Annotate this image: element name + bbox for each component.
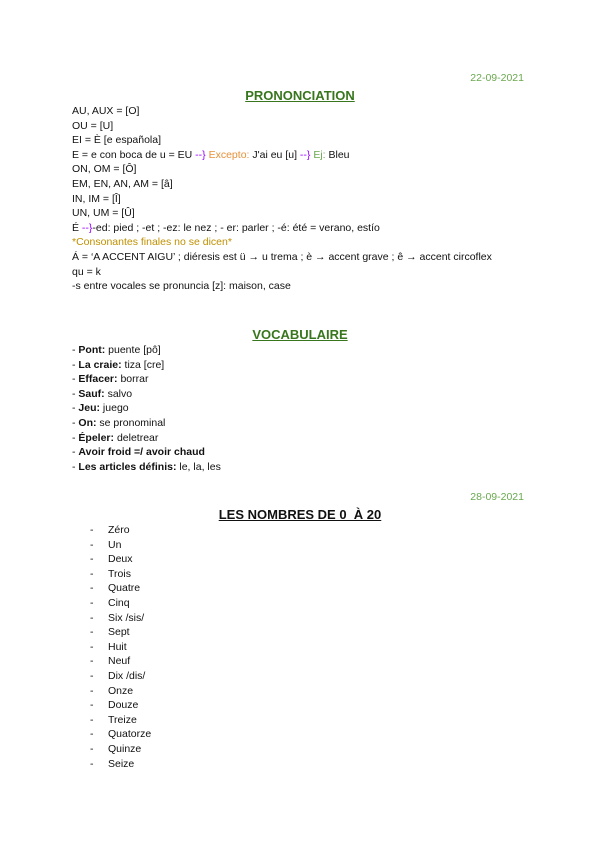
number-word: Douze xyxy=(108,699,139,712)
arrow-marker: --} xyxy=(195,148,206,161)
dash-marker: - xyxy=(90,553,94,566)
vocab-term: Sauf: xyxy=(78,387,105,400)
dash-marker: - xyxy=(90,640,94,653)
vocab-item xyxy=(72,372,542,387)
prononciation-heading: PRONONCIATION xyxy=(245,88,355,103)
dash-marker: - xyxy=(90,596,94,609)
number-item xyxy=(90,727,151,742)
number-word: Deux xyxy=(108,553,133,566)
vocabulary-list xyxy=(72,343,542,474)
number-item xyxy=(90,654,151,669)
number-item xyxy=(90,567,151,582)
vocab-term: Les articles définis: xyxy=(78,460,177,473)
rule-line: AU, AUX = [O] xyxy=(72,105,140,117)
vocab-definition: borrar xyxy=(117,373,149,386)
number-item xyxy=(90,742,151,757)
dash-marker: - xyxy=(90,713,94,726)
rule-line xyxy=(72,221,542,236)
dash-marker: - xyxy=(90,757,94,770)
rule-line: Á = ‘A ACCENT AIGU’ ; diéresis est ü → u trema ; è → accent grave ; ê → accent circoflex xyxy=(72,250,492,263)
number-word: Zéro xyxy=(108,524,130,536)
dash-marker: - xyxy=(72,446,79,459)
rule-line: UN, UM = [Û] xyxy=(72,207,135,220)
rule-line: -s entre vocales se pronuncia [z]: maison, case xyxy=(72,280,291,293)
vocab-definition: salvo xyxy=(104,387,133,400)
dash-marker: - xyxy=(90,728,94,741)
rule-text: E = e con boca de u = EU xyxy=(72,148,196,161)
vocab-term: Épeler: xyxy=(78,431,115,444)
note-line: *Consonantes finales no se dicen* xyxy=(72,236,232,249)
number-item xyxy=(90,538,151,553)
number-word: Neuf xyxy=(108,655,131,668)
date-1: 22-09-2021 xyxy=(470,72,524,84)
dash-marker: - xyxy=(90,699,94,712)
vocab-term: Pont: xyxy=(78,344,106,356)
vocab-definition: tiza [cre] xyxy=(121,358,165,371)
number-item xyxy=(90,640,151,655)
number-word: Quinze xyxy=(108,742,142,755)
number-item xyxy=(90,625,151,640)
vocab-definition: juego xyxy=(100,402,129,415)
vocab-item xyxy=(72,445,542,460)
number-item xyxy=(90,596,151,611)
vocab-term: Jeu: xyxy=(78,402,101,415)
dash-marker: - xyxy=(90,669,94,682)
vocab-item xyxy=(72,460,542,475)
number-word: Six /sis/ xyxy=(108,611,145,624)
number-word: Onze xyxy=(108,684,134,697)
vocab-term: On: xyxy=(78,416,97,429)
prononciation-body xyxy=(72,104,542,294)
date-2: 28-09-2021 xyxy=(470,491,524,503)
dash-marker: - xyxy=(90,655,94,668)
dash-marker: - xyxy=(72,387,79,400)
vocab-definition: deletrear xyxy=(114,431,159,444)
rule-line: ON, OM = [Ô] xyxy=(72,163,137,176)
number-item xyxy=(90,523,151,538)
dash-marker: - xyxy=(72,402,79,415)
dash-marker: - xyxy=(72,460,79,473)
number-word: Quatre xyxy=(108,582,141,595)
vocab-term: La craie: xyxy=(78,358,122,371)
dash-marker: - xyxy=(90,742,94,755)
dash-marker: - xyxy=(72,344,79,356)
rule-text: J'ai eu [u] xyxy=(252,148,300,161)
number-word: Seize xyxy=(108,757,135,770)
dash-marker: - xyxy=(90,684,94,697)
dash-marker: - xyxy=(90,524,94,536)
rule-text: -ed: pied ; -et ; -ez: le nez ; - er: parler ; -é: été = verano, estío xyxy=(92,221,380,234)
vocab-item xyxy=(72,416,542,431)
dash-marker: - xyxy=(72,416,79,429)
dash-marker: - xyxy=(72,373,79,386)
vocab-definition: puente [pô] xyxy=(105,344,161,356)
dash-marker: - xyxy=(72,431,79,444)
number-item xyxy=(90,757,151,772)
vocabulaire-heading: VOCABULAIRE xyxy=(252,327,348,342)
vocab-item xyxy=(72,401,542,416)
rule-text: É xyxy=(72,221,82,234)
number-word: Dix /dis/ xyxy=(108,669,146,682)
vocab-definition: se pronominal xyxy=(96,416,166,429)
dash-marker: - xyxy=(90,538,94,551)
number-word: Cinq xyxy=(108,596,130,609)
arrow-marker: --} xyxy=(81,221,93,234)
vocab-term: Avoir froid =/ avoir chaud xyxy=(78,446,205,459)
dash-marker: - xyxy=(72,358,79,371)
rule-line xyxy=(72,148,542,163)
dash-marker: - xyxy=(90,611,94,624)
rule-line: EI = È [e española] xyxy=(72,134,162,147)
vocab-item xyxy=(72,358,542,373)
number-item xyxy=(90,581,151,596)
number-item xyxy=(90,552,151,567)
ej-label: Ej: xyxy=(310,148,326,161)
vocab-definition: le, la, les xyxy=(176,460,221,473)
dash-marker: - xyxy=(90,567,94,580)
arrow-marker: --} xyxy=(299,148,311,161)
vocab-term: Effacer: xyxy=(78,373,118,386)
rule-line: EM, EN, AN, AM = [â] xyxy=(72,177,173,190)
number-item xyxy=(90,698,151,713)
rule-line: OU = [U] xyxy=(72,119,114,132)
dash-marker: - xyxy=(90,582,94,595)
number-word: Un xyxy=(108,538,122,551)
number-item xyxy=(90,713,151,728)
dash-marker: - xyxy=(90,626,94,639)
excepto-label: Excepto: xyxy=(205,148,253,161)
rule-text: Bleu xyxy=(325,148,350,161)
rule-line: IN, IM = [Î] xyxy=(72,192,121,205)
number-item xyxy=(90,669,151,684)
vocab-item xyxy=(72,343,542,358)
number-word: Huit xyxy=(108,640,127,653)
number-word: Quatorze xyxy=(108,728,152,741)
nombres-heading: LES NOMBRES DE 0 À 20 xyxy=(218,507,382,522)
numbers-list xyxy=(90,523,151,771)
vocab-item xyxy=(72,387,542,402)
number-item xyxy=(90,611,151,626)
number-word: Sept xyxy=(108,626,130,639)
number-word: Trois xyxy=(108,567,131,580)
number-word: Treize xyxy=(108,713,137,726)
rule-line: qu = k xyxy=(72,265,101,278)
vocab-item xyxy=(72,431,542,446)
number-item xyxy=(90,684,151,699)
